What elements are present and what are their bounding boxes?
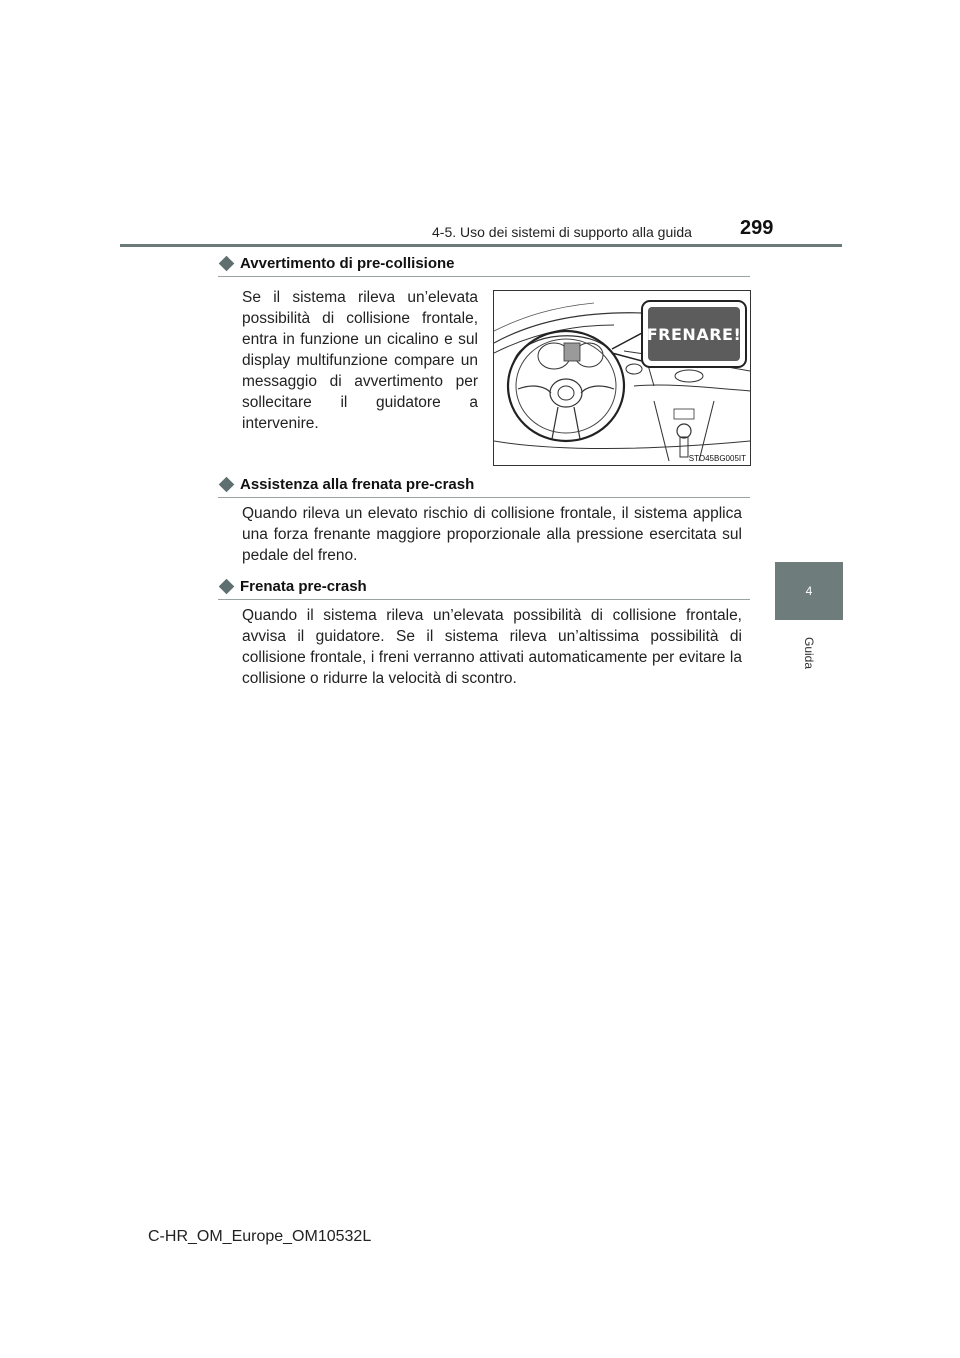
section-body-brake-assist: Quando rileva un elevato rischio di collisione frontale, il sistema applica una forza frenante maggiore proporzionale alla pressione esercitata sul pedale del freno. (242, 505, 742, 564)
dashboard-illustration (493, 290, 751, 466)
chapter-number: 4 (805, 584, 813, 598)
document-id: C-HR_OM_Europe_OM10532L (148, 1228, 372, 1245)
chapter-label (784, 628, 834, 678)
header-divider (120, 244, 842, 247)
section-heading-brake-assist (218, 476, 750, 498)
chapter-tab (775, 562, 843, 620)
header-section-title: 4-5. Uso dei sistemi di supporto alla guida (432, 224, 692, 240)
section-heading-pre-collision-warning (218, 255, 750, 277)
section-heading-text: Avvertimento di pre-collisione (240, 255, 455, 272)
figure-code: STO45BG005IT (688, 454, 746, 463)
diamond-bullet-icon (219, 579, 235, 595)
diamond-bullet-icon (219, 256, 235, 272)
section-heading-text: Frenata pre-crash (240, 578, 367, 595)
section-heading-text: Assistenza alla frenata pre-crash (240, 476, 475, 493)
chapter-name: Guida (802, 636, 816, 670)
diamond-bullet-icon (219, 477, 235, 493)
section-body-pre-crash-braking: Quando il sistema rileva un’elevata possibilità di collisione frontale, avvisa il guidatore. Se il sistema rileva un’altissima possibilità di collisione frontale, i freni verranno attivati automaticamente per evitare la collisione o ridurre la velocità di scontro. (242, 607, 742, 687)
frenare-warning-message: FRENARE! (646, 324, 742, 344)
section-heading-pre-crash-braking (218, 578, 750, 600)
section-body-pre-collision-warning: Se il sistema rileva un’elevata possibilità di collisione frontale, entra in funzione un cicalino e sul display multifunzione compare un messaggio di avvertimento per sollecitare il guidatore a intervenire. (242, 289, 478, 432)
page-number: 299 (740, 217, 774, 239)
